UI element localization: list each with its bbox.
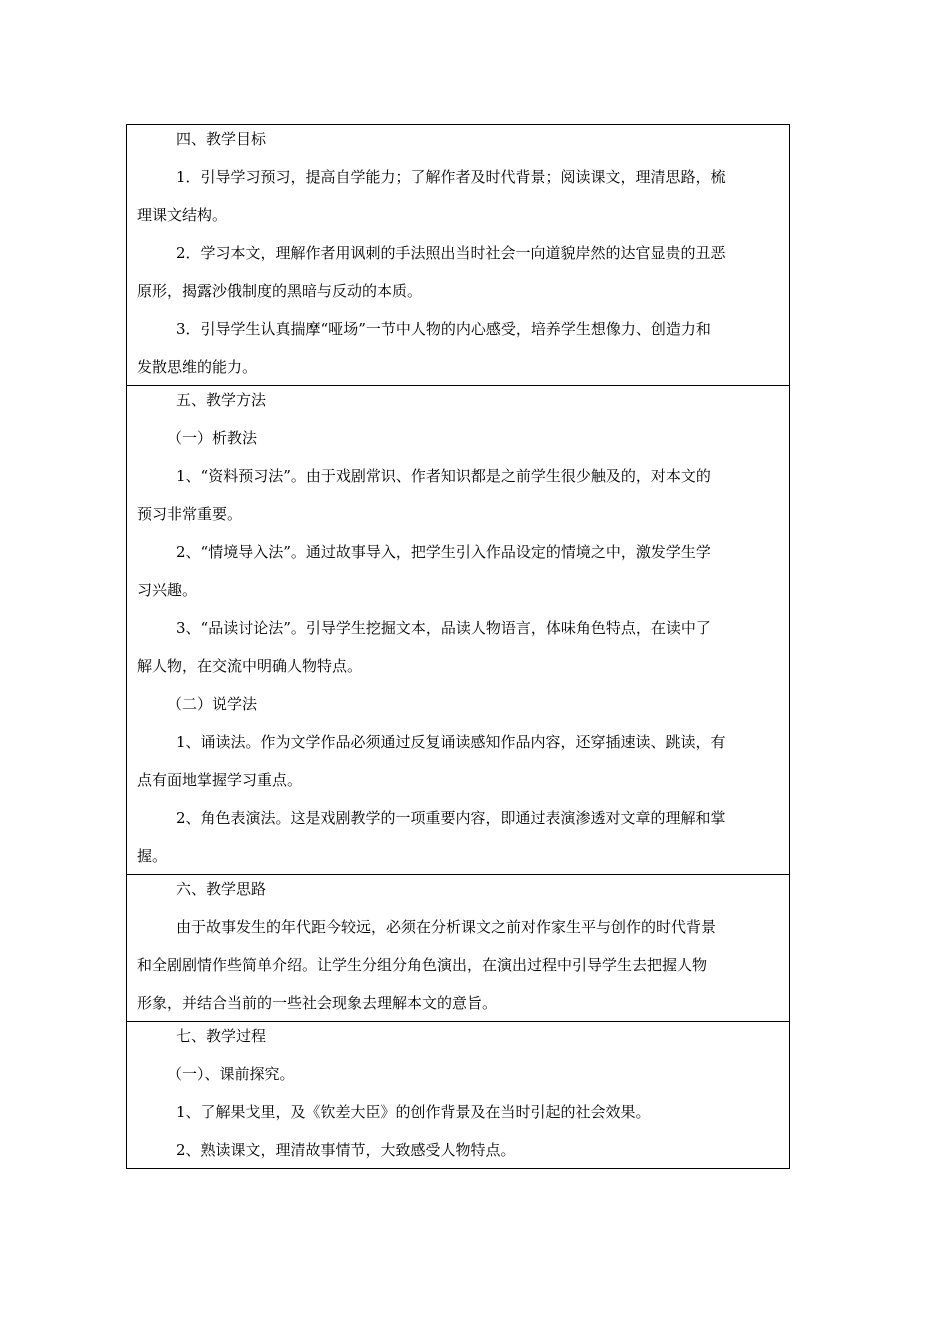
paragraph-line: 3．引导学生认真揣摩“哑场”一节中人物的内心感受，培养学生想像力、创造力和 — [176, 320, 711, 338]
paragraph — [137, 244, 780, 301]
section-row — [127, 1022, 790, 1169]
section-cell — [127, 875, 790, 1022]
paragraph-line: 解人物，在交流中明确人物特点。 — [137, 657, 363, 675]
subsection-heading: （二）说学法 — [167, 695, 258, 713]
paragraph-line: 2．学习本文，理解作者用讽刺的手法照出当时社会一向道貌岸然的达官显贵的丑恶 — [176, 244, 726, 262]
section-cell — [127, 386, 790, 875]
paragraph-line: 习兴趣。 — [137, 581, 198, 599]
paragraph-line: 2、角色表演法。这是戏剧教学的一项重要内容，即通过表演渗透对文章的理解和掌 — [176, 809, 726, 827]
section-cell — [127, 1022, 790, 1169]
paragraph — [137, 918, 780, 1013]
paragraph — [137, 809, 780, 866]
paragraph — [137, 168, 780, 225]
paragraph-line: 理课文结构。 — [137, 206, 228, 224]
paragraph-line: 3、“品读讨论法”。引导学生挖掘文本，品读人物语言，体味角色特点，在读中了 — [176, 619, 711, 637]
section-row — [127, 875, 790, 1022]
paragraph-line: 1、“资料预习法”。由于戏剧常识、作者知识都是之前学生很少触及的，对本文的 — [176, 467, 711, 485]
paragraph — [137, 320, 780, 377]
paragraph — [137, 543, 780, 600]
section-heading: 六、教学思路 — [176, 880, 267, 898]
paragraph-line: 发散思维的能力。 — [137, 358, 258, 376]
paragraph — [137, 467, 780, 524]
list-item: 1、了解果戈里，及《钦差大臣》的创作背景及在当时引起的社会效果。 — [176, 1103, 651, 1121]
paragraph-line: 1．引导学习预习，提高自学能力；了解作者及时代背景；阅读课文，理清思路，梳 — [176, 168, 726, 186]
section-heading: 五、教学方法 — [176, 391, 267, 409]
section-heading: 四、教学目标 — [176, 130, 267, 148]
lesson-plan-table — [126, 124, 790, 1169]
section-heading: 七、教学过程 — [176, 1027, 267, 1045]
subsection-heading: （一）析教法 — [167, 429, 258, 447]
paragraph-line: 由于故事发生的年代距今较远，必须在分析课文之前对作家生平与创作的时代背景 — [176, 918, 717, 936]
paragraph — [137, 619, 780, 676]
paragraph-line: 握。 — [137, 847, 168, 865]
paragraph-line: 预习非常重要。 — [137, 505, 243, 523]
paragraph-line: 点有面地掌握学习重点。 — [137, 771, 303, 789]
paragraph-line: 和全剧剧情作些简单介绍。让学生分组分角色演出，在演出过程中引导学生去把握人物 — [137, 956, 708, 974]
section-row — [127, 125, 790, 386]
subsection-heading: （一）、课前探究。 — [167, 1065, 295, 1083]
paragraph-line: 1、诵读法。作为文学作品必须通过反复诵读感知作品内容，还穿插速读、跳读，有 — [176, 733, 726, 751]
paragraph-line: 2、“情境导入法”。通过故事导入，把学生引入作品设定的情境之中，激发学生学 — [176, 543, 711, 561]
paragraph — [137, 733, 780, 790]
section-row — [127, 386, 790, 875]
list-item: 2、熟读课文，理清故事情节，大致感受人物特点。 — [176, 1141, 516, 1159]
paragraph-line: 形象，并结合当前的一些社会现象去理解本文的意旨。 — [137, 994, 498, 1012]
paragraph-line: 原形，揭露沙俄制度的黑暗与反动的本质。 — [137, 282, 423, 300]
section-cell — [127, 125, 790, 386]
